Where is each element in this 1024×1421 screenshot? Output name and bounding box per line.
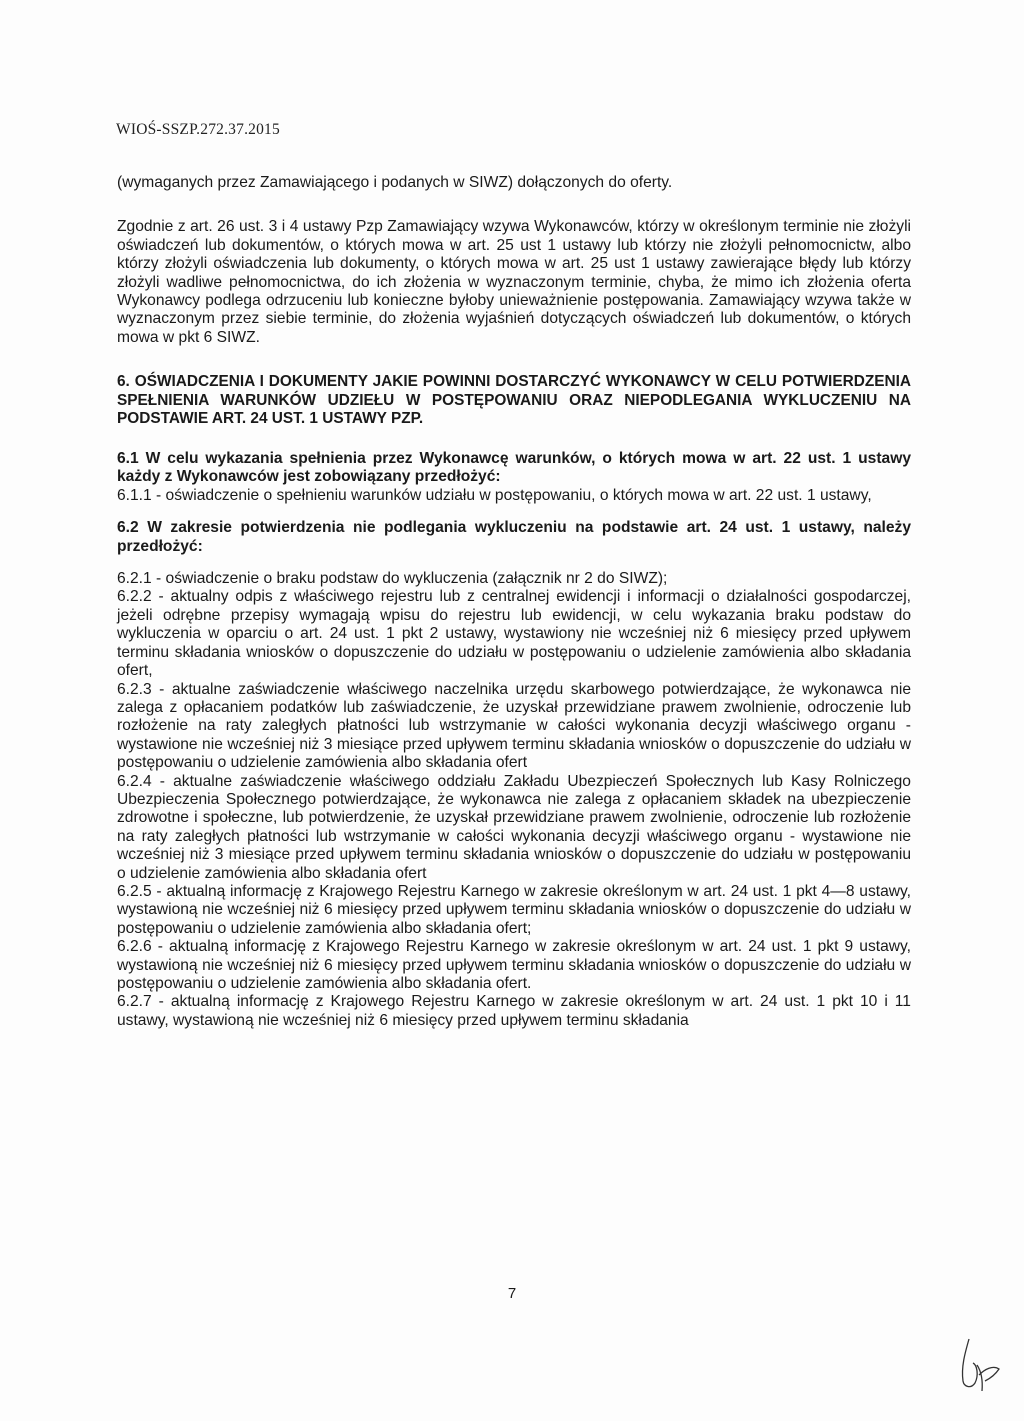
- handwritten-initials-icon: [955, 1335, 1005, 1395]
- section-6-1-heading: 6.1 W celu wykazania spełnienia przez Wykonawcę warunków, o których mowa w art. 22 ust. 1 ustawy każdy z Wykonawców jest zobowiązany przedłożyć:: [117, 450, 911, 486]
- item-6-2-2: 6.2.2 - aktualny odpis z właściwego rejestru lub z centralnej ewidencji i informacji o działalności gospodarczej, jeżeli odrębne przepisy wymagają wpisu do rejestru lub ewidencji, w celu wykazania braku podstaw do wykluczenia w oparciu o art. 24 ust. 1 pkt 2 ustawy, wystawiony nie wcześniej niż 6 miesięcy przed upływem terminu składania wniosków o dopuszczenie do udziału w postępowaniu o udzielenie zamówienia albo składania ofert,: [117, 588, 911, 680]
- item-6-2-5: 6.2.5 - aktualną informację z Krajowego Rejestru Karnego w zakresie określonym w art. 24 ust. 1 pkt 4—8 ustawy, wystawioną nie wcześniej niż 6 miesięcy przed upływem terminu składania wniosków o dopuszczenie do udziału w postępowaniu o udzielenie zamówienia albo składania ofert;: [117, 882, 911, 937]
- section-6-heading: 6. OŚWIADCZENIA I DOKUMENTY JAKIE POWINNI DOSTARCZYĆ WYKONAWCY W CELU POTWIERDZENIA SPEŁNIENIA WARUNKÓW UDZIEŁU W POSTĘPOWANIU ORAZ NIEPODLEGANIA WYKLUCZENIU NA PODSTAWIE ART. 24 UST. 1 USTAWY PZP.: [117, 373, 911, 428]
- intro-line: (wymaganych przez Zamawiającego i podanych w SIWZ) dołączonych do oferty.: [117, 174, 673, 191]
- item-6-2-6: 6.2.6 - aktualną informację z Krajowego Rejestru Karnego w zakresie określonym w art. 24 ust. 1 pkt 9 ustawy, wystawioną nie wcześniej niż 6 miesięcy przed upływem terminu składania wniosków o dopuszczenie do udziału w postępowaniu o udzielenie zamówienia albo składania ofert.: [117, 938, 911, 992]
- item-6-2-4: 6.2.4 - aktualne zaświadczenie właściwego oddziału Zakładu Ubezpieczeń Społecznych lub Kasy Rolniczego Ubezpieczenia Społecznego potwierdzające, że wykonawca nie zalega z opłacaniem składek na ubezpieczenie zdrowotne i społeczne, lub potwierdzenie, że uzyskał przewidziane prawem zwolnienie, odroczenie lub rozłożenie na raty zaległych płatności lub wstrzymanie w całości wykonania decyzji właściwego organu - wystawione nie wcześniej niż 3 miesiące przed upływem terminu składania wniosków o dopuszczenie do udziału w postępowaniu o udzielenie zamówienia albo składania ofert: [117, 772, 911, 882]
- item-6-1-1: 6.1.1 - oświadczenie o spełnieniu warunków udziału w postępowaniu, o których mowa w art. 22 ust. 1 ustawy,: [117, 486, 872, 504]
- document-reference: WIOŚ-SSZP.272.37.2015: [116, 121, 280, 138]
- item-6-2-3: 6.2.3 - aktualne zaświadczenie właściwego naczelnika urzędu skarbowego potwierdzające, że wykonawca nie zalega z opłacaniem podatków lub zaświadczenie, że uzyskał przewidziane prawem zwolnienie, odroczenie lub rozłożenie na raty zaległych płatności lub wstrzymanie w całości wykonania decyzji właściwego organu - wystawione nie wcześniej niż 3 miesiące przed upływem terminu składania wniosków o dopuszczenie do udziału w postępowaniu o udzielenie zamówienia albo składania ofert: [117, 680, 911, 772]
- section-6-2-heading: 6.2 W zakresie potwierdzenia nie podlegania wykluczeniu na podstawie art. 24 ust. 1 ustawy, należy przedłożyć:: [117, 519, 911, 555]
- document-body: [117, 174, 911, 1030]
- page-number: 7: [507, 1285, 517, 1302]
- item-6-2-7: 6.2.7 - aktualną informację z Krajowego Rejestru Karnego w zakresie określonym w art. 24 ust. 1 pkt 10 i 11 ustawy, wystawioną nie wcześniej niż 6 miesięcy przed upływem terminu składania: [117, 993, 911, 1029]
- item-6-2-1: 6.2.1 - oświadczenie o braku podstaw do wykluczenia (załącznik nr 2 do SIWZ);: [117, 570, 668, 588]
- paragraph-art26: Zgodnie z art. 26 ust. 3 i 4 ustawy Pzp Zamawiający wzywa Wykonawców, którzy w określonym terminie nie złożyli oświadczeń lub dokumentów, o których mowa w art. 25 ust 1 ustawy lub którzy nie złożyli pełnomocnictw, albo którzy złożyli oświadczenia lub dokumenty, o których mowa w art. 25 ust 1 ustawy zawierające błędy lub którzy złożyli wadliwe pełnomocnictwa, do ich złożenia w wyznaczonym terminie, chyba, że mimo ich złożenia oferta Wykonawcy podlega odrzuceniu lub konieczne byłoby unieważnienie postępowania. Zamawiający wzywa także w wyznaczonym przez siebie terminie, do złożenia wyjaśnień dotyczących oświadczeń lub dokumentów, o których mowa w pkt 6 SIWZ.: [117, 218, 911, 346]
